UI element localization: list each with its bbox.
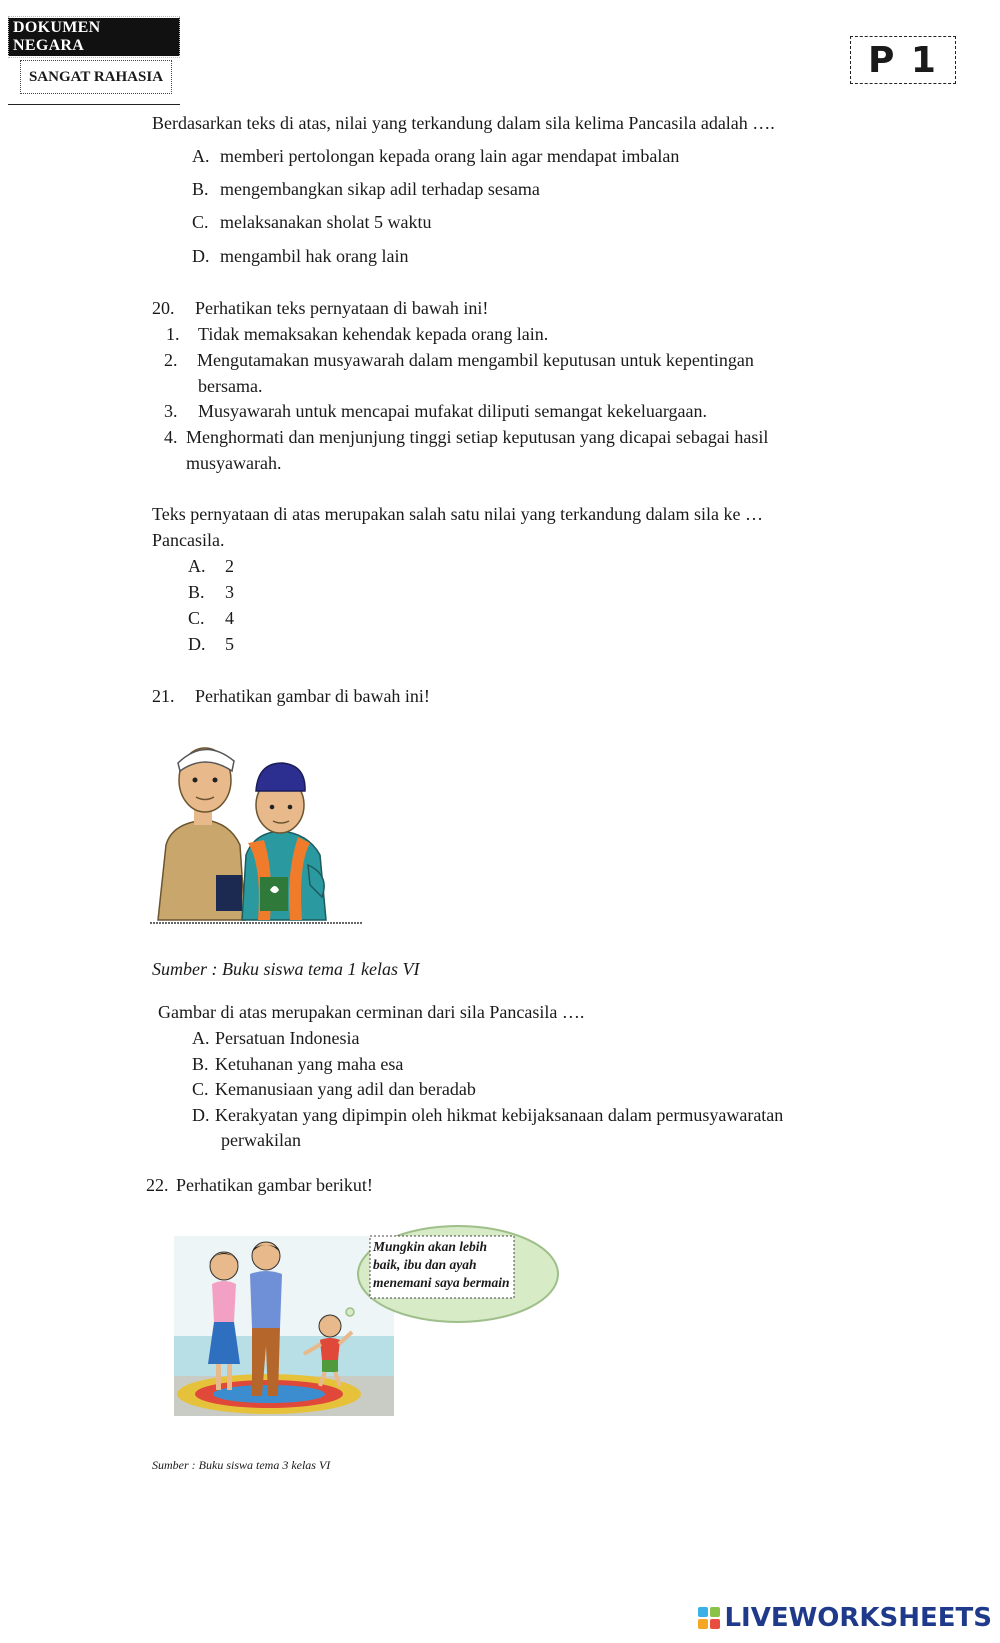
father-shirt: [250, 1271, 282, 1328]
q21-option-c: Kemanusiaan yang adil dan beradab: [215, 1079, 476, 1099]
q19-option-b-label: B.: [192, 179, 209, 199]
q20-question-line1: Teks pernyataan di atas merupakan salah satu nilai yang terkandung dalam sila ke …: [152, 504, 764, 524]
child-shorts: [322, 1360, 338, 1372]
q20-option-d-label: D.: [188, 634, 206, 654]
q21-option-b: Ketuhanan yang maha esa: [215, 1054, 404, 1074]
q20-statement-3: Musyawarah untuk mencapai mufakat diliputi semangat kekeluargaan.: [198, 401, 708, 421]
q20-statement-2: Mengutamakan musyawarah dalam mengambil keputusan untuk kepentingan: [197, 350, 754, 370]
q20-option-a: 2: [225, 556, 234, 576]
q21-number: 21.: [152, 686, 175, 706]
q21-option-d: Kerakyatan yang dipimpin oleh hikmat kebijaksanaan dalam permusyawaratan: [215, 1105, 784, 1125]
father-quran: [216, 875, 242, 911]
q20-question-line2: Pancasila.: [152, 530, 225, 550]
mother-blouse: [212, 1281, 236, 1322]
bubble-line-3: menemani saya bermain: [373, 1275, 510, 1290]
q21-stem: Perhatikan gambar di bawah ini!: [195, 686, 430, 706]
q20-statement-2-num: 2.: [164, 350, 178, 370]
q20-option-c: 4: [225, 608, 234, 628]
liveworksheets-brand: LIVEWORKSHEETS: [724, 1603, 992, 1633]
q20-statement-2-cont: bersama.: [198, 376, 263, 396]
bubble-line-1: Mungkin akan lebih: [373, 1239, 488, 1254]
q21-illustration: [150, 725, 362, 925]
classification-top: DOKUMEN NEGARA: [8, 18, 180, 56]
classification-bottom: SANGAT RAHASIA: [20, 60, 172, 94]
child-shirt: [320, 1338, 340, 1360]
q21-source: Sumber : Buku siswa tema 1 kelas VI: [152, 959, 420, 979]
q20-option-b-label: B.: [188, 582, 205, 602]
q20-option-a-label: A.: [188, 556, 206, 576]
liveworksheets-logo: [698, 1601, 992, 1635]
scene-wall: [174, 1336, 394, 1376]
q20-stem: Perhatikan teks pernyataan di bawah ini!: [195, 298, 489, 318]
q20-number: 20.: [152, 298, 175, 318]
bubble-tail-dot: [346, 1308, 354, 1316]
q21-option-d-cont: perwakilan: [221, 1130, 301, 1150]
q20-option-c-label: C.: [188, 608, 205, 628]
q19-option-a: memberi pertolongan kepada orang lain agar mendapat imbalan: [220, 146, 680, 166]
q21-question: Gambar di atas merupakan cerminan dari sila Pancasila ….: [158, 1002, 585, 1022]
bubble-line-2: baik, ibu dan ayah: [373, 1257, 477, 1272]
q19-option-c-label: C.: [192, 212, 209, 232]
q20-statement-3-num: 3.: [164, 401, 178, 421]
q21-option-c-label: C.: [192, 1079, 209, 1099]
son-quran: [260, 877, 288, 911]
q19-option-c: melaksanakan sholat 5 waktu: [220, 212, 432, 232]
q19-option-b: mengembangkan sikap adil terhadap sesama: [220, 179, 540, 199]
q21-option-b-label: B.: [192, 1054, 209, 1074]
classification-badge: [8, 18, 180, 105]
mother-head: [210, 1252, 238, 1280]
father-head: [252, 1242, 280, 1270]
son-cap: [256, 763, 305, 791]
q20-statement-4: Menghormati dan menjunjung tinggi setiap keputusan yang dicapai sebagai hasil: [186, 427, 769, 447]
q22-number: 22.: [146, 1175, 169, 1195]
q21-option-a-label: A.: [192, 1028, 210, 1048]
q20-option-b: 3: [225, 582, 234, 602]
q20-statement-4-num: 4.: [164, 427, 178, 447]
q22-source: Sumber : Buku siswa tema 3 kelas VI: [152, 1458, 331, 1472]
q19-option-a-label: A.: [192, 146, 210, 166]
q20-statement-1: Tidak memaksakan kehendak kepada orang lain.: [198, 324, 549, 344]
q19-option-d-label: D.: [192, 246, 210, 266]
q20-option-d: 5: [225, 634, 234, 654]
q20-statement-1-num: 1.: [166, 324, 180, 344]
packet-code: P 1: [850, 36, 956, 84]
q21-option-a: Persatuan Indonesia: [215, 1028, 360, 1048]
q21-option-d-label: D.: [192, 1105, 210, 1125]
liveworksheets-logo-icon: [698, 1607, 720, 1629]
q19-stem: Berdasarkan teks di atas, nilai yang terkandung dalam sila kelima Pancasila adalah ….: [152, 113, 775, 133]
q19-option-d: mengambil hak orang lain: [220, 246, 409, 266]
q20-statement-4-cont: musyawarah.: [186, 453, 282, 473]
q22-stem: Perhatikan gambar berikut!: [176, 1175, 373, 1195]
